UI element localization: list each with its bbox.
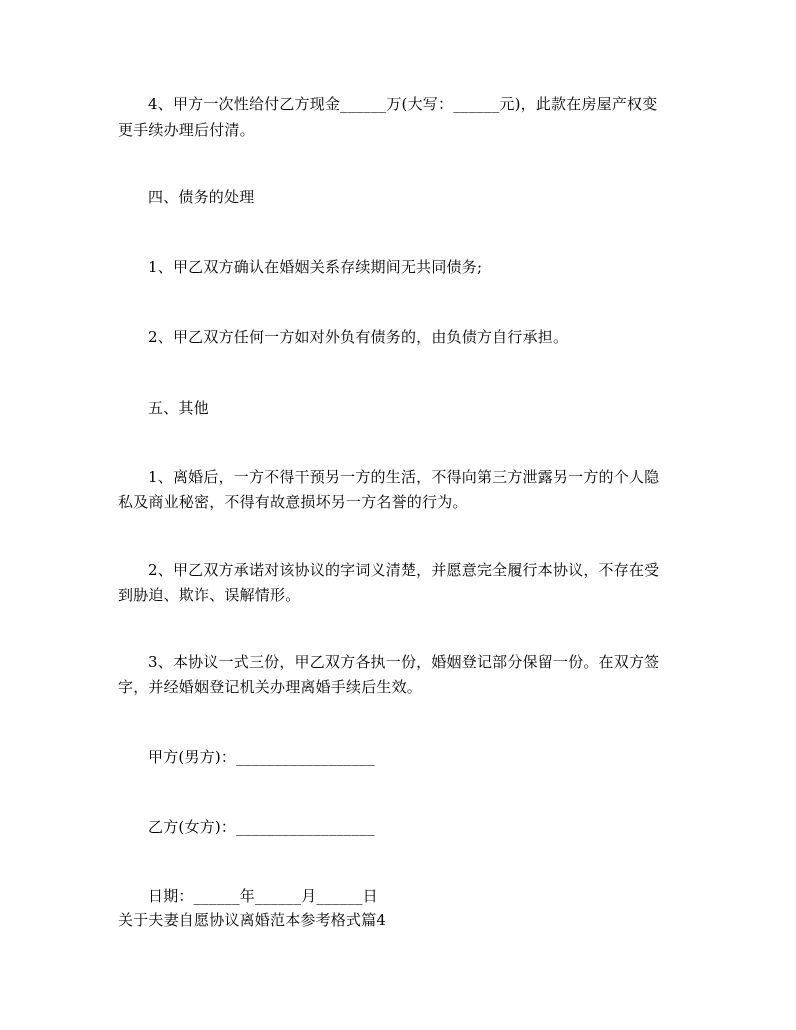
other-clause-1-line-1: 1、离婚后，一方不得干预另一方的生活，不得向第三方泄露另一方的个人隐 <box>148 468 660 486</box>
paragraph-cash-payment-line-2: 更手续办理后付清。 <box>118 121 255 139</box>
other-clause-3-line-2: 字，并经婚姻登记机关办理离婚手续后生效。 <box>118 678 423 696</box>
signature-party-a: 甲方(男方)：__________________ <box>148 748 375 766</box>
signature-date: 日期：______年______月______日 <box>148 887 378 905</box>
other-clause-2-line-1: 2、甲乙双方承诺对该协议的字词义清楚，并愿意完全履行本协议，不存在受 <box>148 561 660 579</box>
next-section-title: 关于夫妻自愿协议离婚范本参考格式篇4 <box>118 911 387 929</box>
signature-party-b: 乙方(女方)：__________________ <box>148 818 375 836</box>
paragraph-cash-payment-line-1: 4、甲方一次性给付乙方现金______万(大写：______元)，此款在房屋产权变 <box>148 95 658 113</box>
other-clause-1-line-2: 私及商业秘密，不得有故意损坏另一方名誉的行为。 <box>118 493 468 511</box>
debt-clause-1: 1、甲乙双方确认在婚姻关系存续期间无共同债务; <box>148 258 483 276</box>
debt-clause-2: 2、甲乙双方任何一方如对外负有债务的，由负债方自行承担。 <box>148 328 569 346</box>
section-heading-debts: 四、债务的处理 <box>148 188 255 206</box>
other-clause-3-line-1: 3、本协议一式三份，甲乙双方各执一份，婚姻登记部分保留一份。在双方签 <box>148 653 660 671</box>
section-heading-other: 五、其他 <box>148 399 209 417</box>
other-clause-2-line-2: 到胁迫、欺诈、误解情形。 <box>118 586 301 604</box>
